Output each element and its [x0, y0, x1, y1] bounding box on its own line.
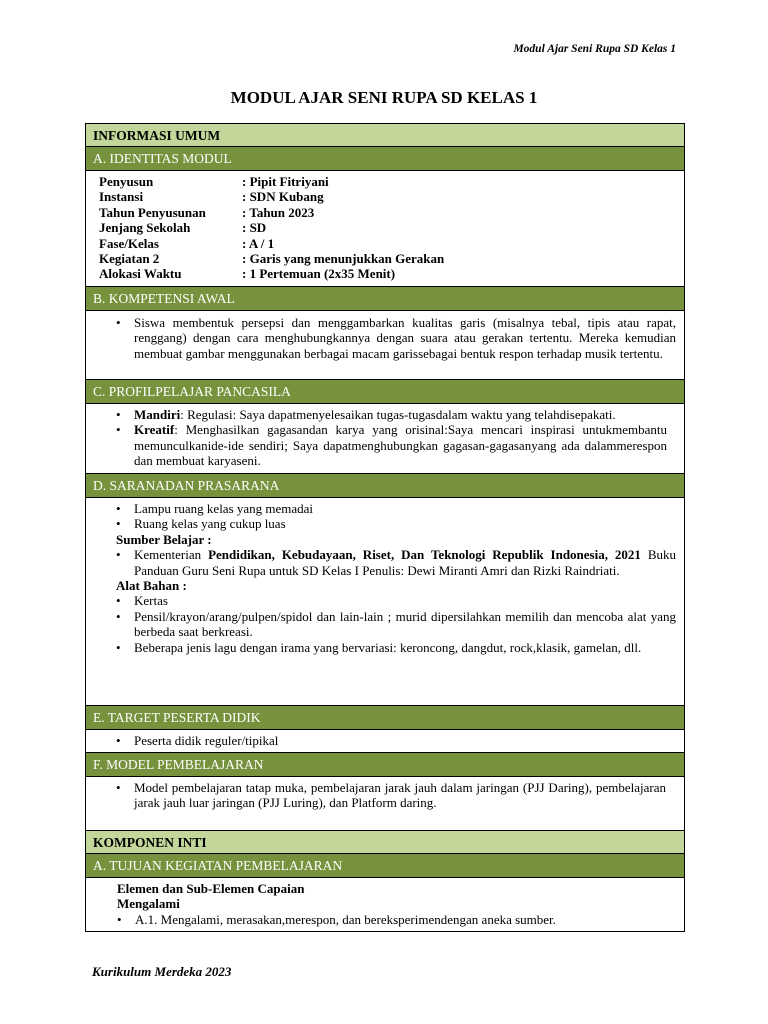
identitas-value: : Garis yang menunjukkan Gerakan — [242, 251, 445, 267]
identitas-value: : SD — [242, 220, 267, 236]
identitas-row — [99, 251, 684, 266]
alat-bahan-label: Alat Bahan : — [116, 578, 187, 594]
profil-text: : Menghasilkan gagasandan karya yang orisinal:Saya mencari inspirasi untukmembantu memunculkanide-ide sendiri; Saya dapatmenghubungkan gagasan-gagasanyang ada dalammerespon dan membuat karyaseni. — [134, 422, 667, 469]
section-identitas-modul: A. IDENTITAS MODUL — [86, 147, 684, 171]
identitas-value: : SDN Kubang — [242, 189, 324, 205]
identitas-label: Alokasi Waktu — [99, 266, 182, 282]
identitas-label: Tahun Penyusunan — [99, 204, 206, 220]
sumber-rest: Buku Panduan Guru Seni Rupa untuk SD Kelas I Penulis: Dewi Miranti Amri dan Rizki Raindriati. — [134, 547, 676, 578]
section-tujuan-pembelajaran: A. TUJUAN KEGIATAN PEMBELAJARAN — [86, 854, 684, 878]
sarana-item: • Ruang kelas yang cukup luas — [116, 516, 676, 531]
identitas-value: : Tahun 2023 — [242, 204, 315, 220]
identitas-row — [99, 189, 684, 204]
sumber-publisher: Pendidikan, Kebudayaan, Riset, Dan Teknologi Republik Indonesia, 2021 — [208, 547, 641, 563]
identitas-value: : A / 1 — [242, 235, 275, 251]
footer-text: Kurikulum Merdeka 2023 — [92, 964, 232, 979]
tujuan-item: • A.1. Mengalami, merasakan,merespon, dan bereksperimendengan aneka sumber. — [117, 912, 676, 927]
model-block — [86, 777, 684, 831]
section-kompetensi-awal: B. KOMPETENSI AWAL — [86, 287, 684, 311]
identitas-label: Jenjang Sekolah — [99, 220, 191, 236]
identitas-row — [99, 220, 684, 235]
mengalami-heading: Mengalami — [117, 896, 180, 912]
section-target-peserta: E. TARGET PESERTA DIDIK — [86, 706, 684, 730]
target-item: • Peserta didik reguler/tipikal — [116, 733, 676, 748]
sumber-prefix: Kementerian — [134, 547, 209, 563]
profil-item-mandiri — [116, 407, 667, 422]
identitas-value: : 1 Pertemuan (2x35 Menit) — [242, 266, 396, 282]
module-table — [85, 123, 685, 932]
sumber-belajar-label: Sumber Belajar : — [116, 531, 212, 547]
profil-item-kreatif — [116, 422, 667, 468]
profil-term: Mandiri — [134, 407, 181, 422]
sumber-item — [116, 547, 676, 578]
section-info-umum: INFORMASI UMUM — [86, 124, 684, 147]
kompetensi-item: • Siswa membentuk persepsi dan menggambarkan kualitas garis (misalnya tebal, tipis atau rapat, renggang) dengan cara menghubungkannya dengan suara atau gerakan tertentu. Mereka kemudian membuat gambar menggunakan berbagai macam garissebagai bentuk respon terhadap musik tertentu. — [116, 315, 676, 361]
identitas-label: Fase/Kelas — [99, 235, 159, 251]
alat-item: • Beberapa jenis lagu dengan irama yang bervariasi: keroncong, dangdut, rock,klasik, gamelan, dll. — [116, 640, 676, 655]
kompetensi-block — [86, 311, 684, 380]
alat-item: • Pensil/krayon/arang/pulpen/spidol dan lain-lain ; murid dipersilahkan memilih dan mencoba alat yang berbeda saat berkreasi. — [116, 609, 676, 640]
page-title: MODUL AJAR SENI RUPA SD KELAS 1 — [230, 88, 538, 107]
section-model-pembelajaran: F. MODEL PEMBELAJARAN — [86, 753, 684, 777]
identitas-label: Kegiatan 2 — [99, 251, 160, 267]
identitas-row — [99, 174, 684, 189]
identitas-row — [99, 266, 684, 281]
alat-item: • Kertas — [116, 593, 676, 608]
target-block — [86, 730, 684, 753]
profil-text: : Regulasi: Saya dapatmenyelesaikan tugas-tugasdalam waktu yang telahdisepakati. — [180, 407, 616, 422]
section-profil-pancasila: C. PROFILPELAJAR PANCASILA — [86, 380, 684, 404]
section-sarana-prasarana: D. SARANADAN PRASARANA — [86, 474, 684, 498]
identitas-row — [99, 205, 684, 220]
identitas-block — [86, 171, 684, 287]
model-item: • Model pembelajaran tatap muka, pembelajaran jarak jauh dalam jaringan (PJJ Daring), pembelajaran jarak jauh luar jaringan (PJJ Luring), dan Platform daring. — [116, 780, 666, 811]
tujuan-block — [86, 878, 684, 931]
identitas-row — [99, 236, 684, 251]
identitas-label: Penyusun — [99, 174, 154, 189]
profil-block — [86, 404, 684, 474]
running-header: Modul Ajar Seni Rupa SD Kelas 1 — [513, 43, 676, 55]
identitas-value: : Pipit Fitriyani — [242, 174, 329, 189]
profil-term: Kreatif — [134, 422, 175, 438]
section-komponen-inti: KOMPONEN INTI — [86, 831, 684, 854]
identitas-label: Instansi — [99, 189, 144, 205]
sarana-block — [86, 498, 684, 706]
sarana-item: • Lampu ruang kelas yang memadai — [116, 501, 676, 516]
elemen-heading: Elemen dan Sub-Elemen Capaian — [117, 881, 305, 896]
